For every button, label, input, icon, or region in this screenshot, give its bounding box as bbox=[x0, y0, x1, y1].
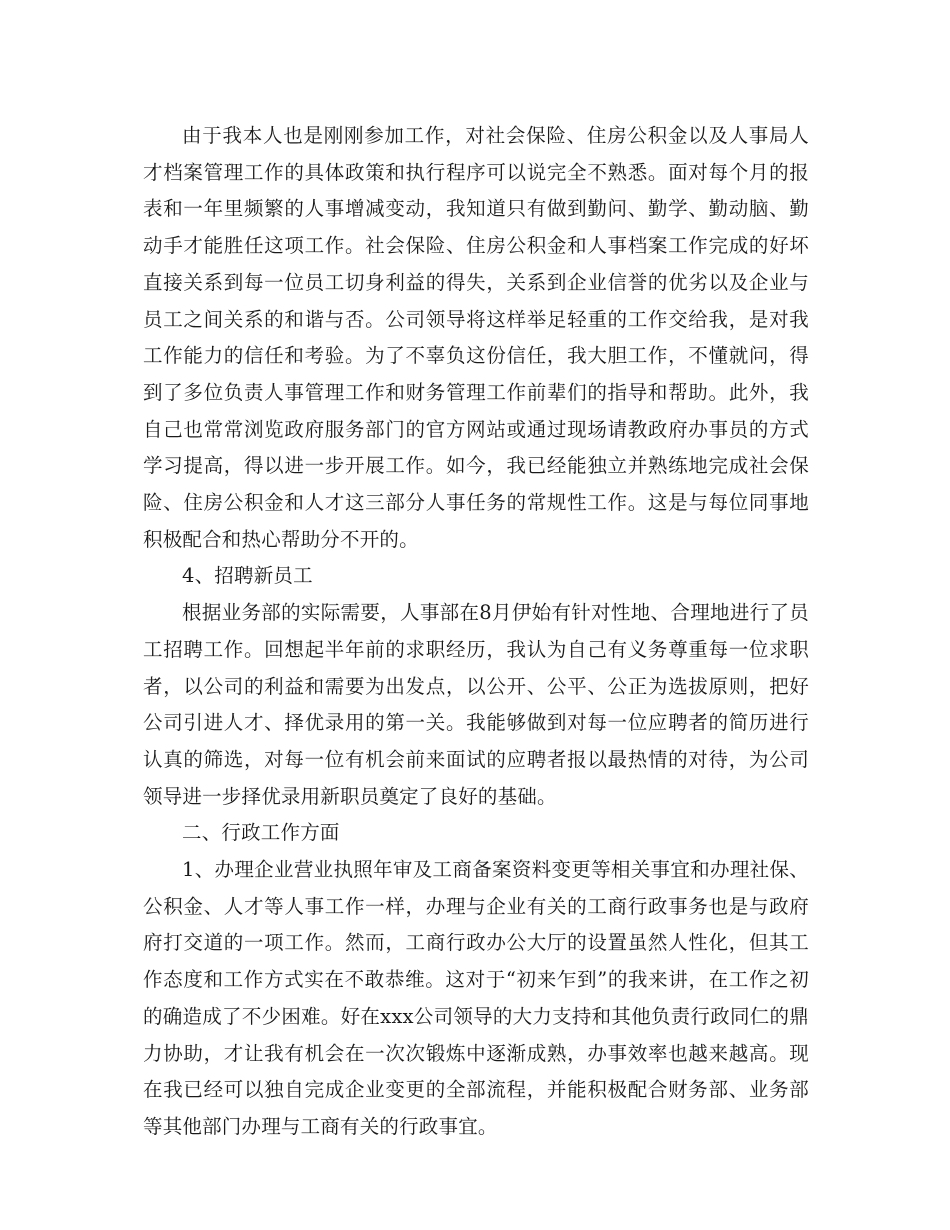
paragraph-administration: 1、办理企业营业执照年审及工商备案资料变更等相关事宜和办理社保、公积金、人才等人事工作一样，办理与企业有关的工商行政事务也是与政府府打交道的一项工作。然而，工商行政办公大厅的设置虽然人性化，但其工作态度和工作方式实在不敢恭维。这对于“初来乍到”的我来讲，在工作之初的确造成了不少困难。好在xxx公司领导的大力支持和其他负责行政同仁的鼎力协助，才让我有机会在一次次锻炼中逐渐成熟，办事效率也越来越高。现在我已经可以独自完成企业变更的全部流程，并能积极配合财务部、业务部等其他部门办理与工商有关的行政事宜。 bbox=[143, 858, 809, 1138]
paragraph-recruitment: 根据业务部的实际需要，人事部在8月伊始有针对性地、合理地进行了员工招聘工作。回想起半年前的求职经历，我认为自己有义务尊重每一位求职者，以公司的利益和需要为出发点，以公开、公平、公正为选拔原则，把好公司引进人才、择优录用的第一关。我能够做到对每一位应聘者的简历进行认真的筛选，对每一位有机会前来面试的应聘者报以最热情的对待，为公司领导进一步择优录用新职员奠定了良好的基础。 bbox=[143, 601, 809, 808]
document-body bbox=[143, 118, 809, 1146]
paragraph-social-insurance: 由于我本人也是刚刚参加工作，对社会保险、住房公积金以及人事局人才档案管理工作的具体政策和执行程序可以说完全不熟悉。面对每个月的报表和一年里频繁的人事增减变动，我知道只有做到勤问、勤学、勤动脑、勤动手才能胜任这项工作。社会保险、住房公积金和人事档案工作完成的好坏直接关系到每一位员工切身利益的得失，关系到企业信誉的优劣以及企业与员工之间关系的和谐与否。公司领导将这样举足轻重的工作交给我，是对我工作能力的信任和考验。为了不辜负这份信任，我大胆工作，不懂就问，得到了多位负责人事管理工作和财务管理工作前辈们的指导和帮助。此外，我自己也常常浏览政府服务部门的官方网站或通过现场请教政府办事员的方式学习提高，得以进一步开展工作。如今，我已经能独立并熟练地完成社会保险、住房公积金和人才这三部分人事任务的常规性工作。这是与每位同事地积极配合和热心帮助分不开的。 bbox=[143, 124, 809, 551]
heading-administration: 二、行政工作方面 bbox=[182, 821, 340, 845]
heading-recruitment: 4、招聘新员工 bbox=[182, 564, 313, 588]
